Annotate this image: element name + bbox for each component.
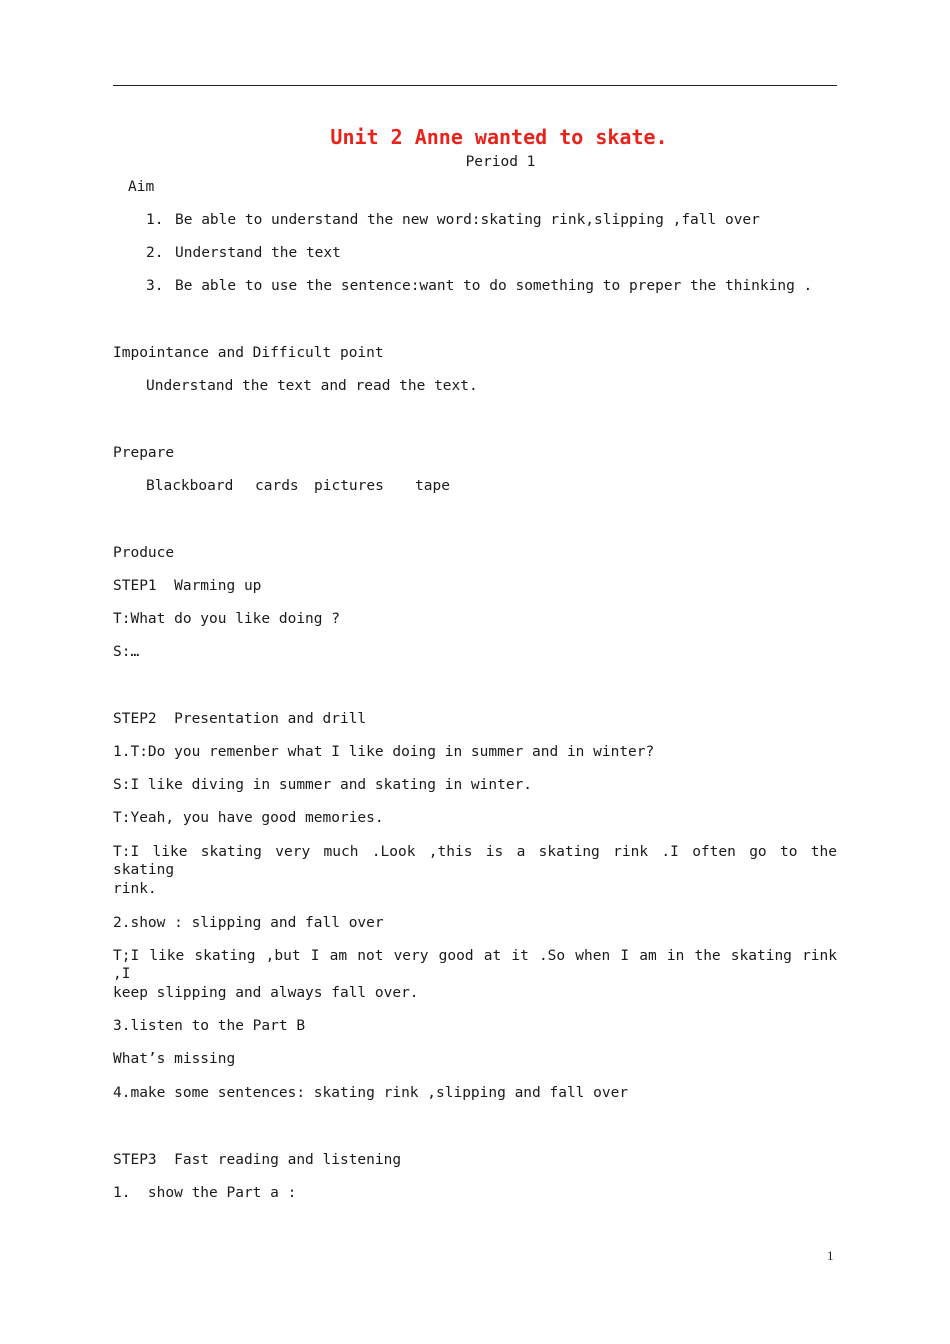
prepare-item: pictures — [314, 478, 384, 494]
page-number: 1 — [827, 1248, 834, 1263]
step2-line: T;I like skating ,but I am not very good at it .So when I am in the skating rink ,I — [113, 948, 837, 982]
step2-line: What’s missing — [113, 1051, 236, 1067]
aim-item-number: 1. — [146, 212, 164, 228]
aim-heading: Aim — [128, 179, 155, 195]
step2-line: 3.listen to the Part B — [113, 1018, 306, 1034]
aim-item-text: Be able to use the sentence:want to do something to preper the thinking . — [175, 278, 813, 294]
aim-item-number: 2. — [146, 245, 164, 261]
produce-heading: Produce — [113, 545, 175, 561]
aim-item-text: Understand the text — [175, 245, 341, 261]
step2-line: 1.T:Do you remenber what I like doing in summer and in winter? — [113, 744, 655, 760]
step2-line: T:I like skating very much .Look ,this is a skating rink .I often go to the skating — [113, 844, 837, 878]
prepare-heading: Prepare — [113, 445, 175, 461]
aim-item-text: Be able to understand the new word:skating rink,slipping ,fall over — [175, 212, 760, 228]
step2-line: S:I like diving in summer and skating in winter. — [113, 777, 533, 793]
prepare-item: cards — [255, 478, 299, 494]
step1-line: T:What do you like doing ? — [113, 611, 340, 627]
prepare-item: Blackboard — [146, 478, 234, 494]
importance-text: Understand the text and read the text. — [146, 378, 478, 394]
aim-item-number: 3. — [146, 278, 164, 294]
prepare-item: tape — [415, 478, 450, 494]
step1-heading: STEP1 Warming up — [113, 578, 262, 594]
step2-heading: STEP2 Presentation and drill — [113, 711, 367, 727]
importance-heading: Impointance and Difficult point — [113, 345, 384, 361]
step3-line: 1. show the Part a : — [113, 1185, 297, 1201]
step2-line: keep slipping and always fall over. — [113, 985, 419, 1001]
step3-heading: STEP3 Fast reading and listening — [113, 1152, 402, 1168]
step2-line: rink. — [113, 881, 157, 897]
step2-line: 2.show : slipping and fall over — [113, 915, 384, 931]
header-rule — [113, 85, 837, 86]
document-title: Unit 2 Anne wanted to skate. — [330, 125, 668, 149]
step2-line: T:Yeah, you have good memories. — [113, 810, 384, 826]
step1-line: S:… — [113, 644, 140, 660]
step2-line: 4.make some sentences: skating rink ,slipping and fall over — [113, 1085, 629, 1101]
period-label: Period 1 — [465, 154, 536, 170]
